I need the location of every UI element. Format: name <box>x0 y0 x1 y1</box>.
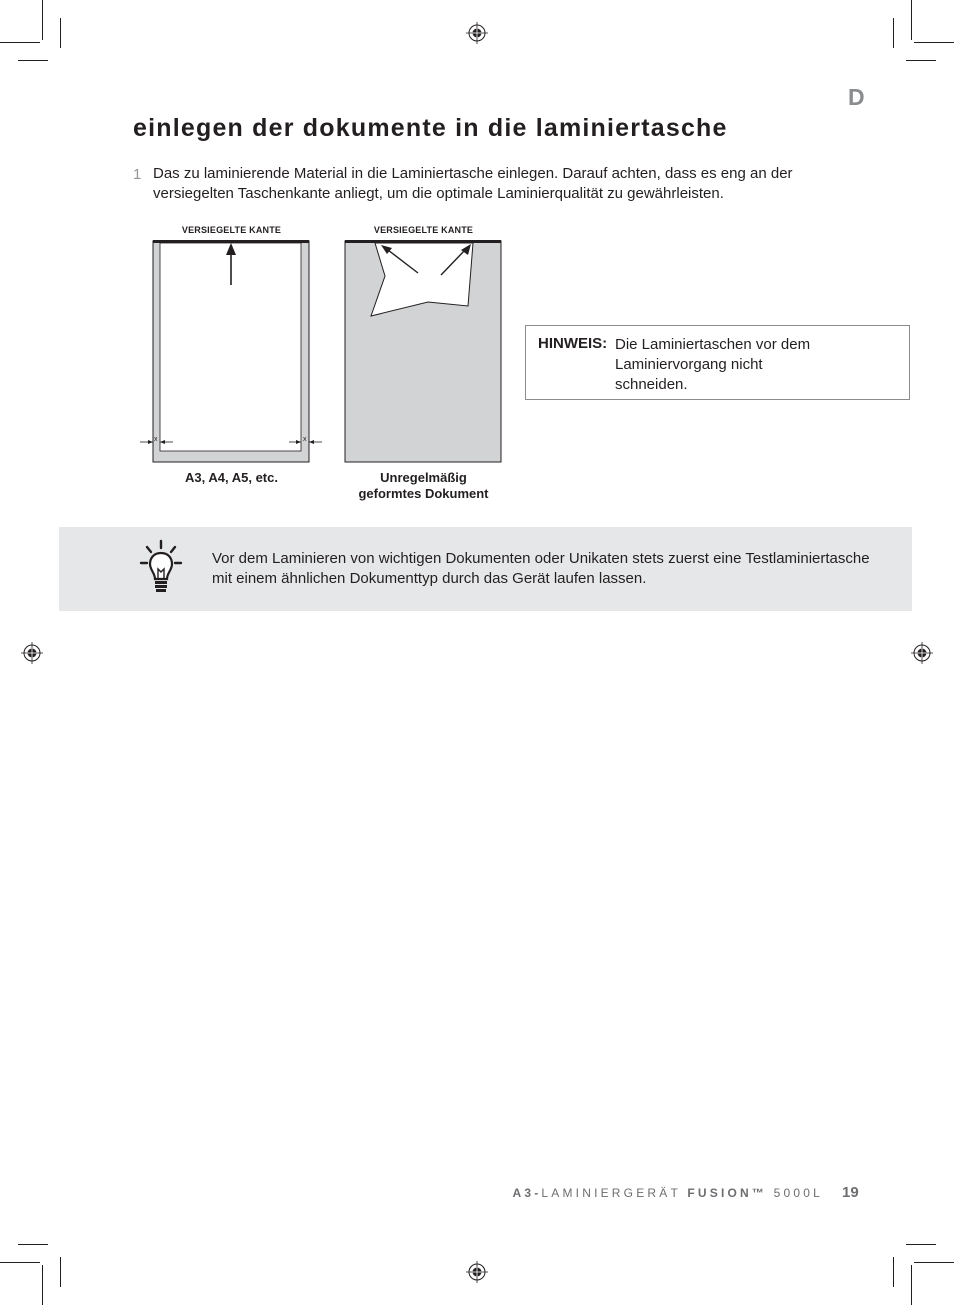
registration-mark-icon <box>466 22 488 44</box>
crop-mark <box>911 0 912 40</box>
footer-product: LAMINIERGERÄT <box>541 1186 681 1200</box>
crop-mark <box>60 18 61 48</box>
crop-mark <box>893 18 894 48</box>
footer-prefix: A3- <box>512 1186 542 1200</box>
figure-caption-right-line1: Unregelmäßig <box>380 470 467 485</box>
step-number: 1 <box>133 166 142 183</box>
sealed-edge-label-right: VERSIEGELTE KANTE <box>373 225 474 235</box>
crop-mark <box>0 42 40 43</box>
note-box <box>525 325 910 400</box>
crop-mark <box>18 1244 48 1245</box>
crop-mark <box>914 42 954 43</box>
page-number: 19 <box>842 1184 859 1201</box>
registration-mark-icon <box>466 1261 488 1283</box>
step-text: Das zu laminierende Material in die Laminiertasche einlegen. Darauf achten, dass es eng an der versiegelten Taschenkante anliegt, um die optimale Laminierqualität zu gewährleisten. <box>153 165 793 202</box>
crop-mark <box>42 0 43 40</box>
footer-product-name <box>512 1186 823 1200</box>
tip-text: Vor dem Laminieren von wichtigen Dokumenten oder Unikaten stets zuerst eine Testlaminiertasche mit einem ähnlichen Dokumenttyp durch das Gerät laufen lassen. <box>212 550 870 587</box>
crop-mark <box>906 60 936 61</box>
crop-mark <box>906 1244 936 1245</box>
note-label: HINWEIS: <box>538 335 608 352</box>
margin-marker: x <box>303 436 307 443</box>
crop-mark <box>911 1265 912 1305</box>
footer-model: 5000L <box>773 1186 823 1200</box>
crop-mark <box>893 1257 894 1287</box>
sealed-edge-label-left: VERSIEGELTE KANTE <box>181 225 282 235</box>
crop-mark <box>0 1262 40 1263</box>
registration-mark-icon <box>911 642 933 664</box>
margin-marker: x <box>154 436 158 443</box>
note-text: Die Laminiertaschen vor dem Laminiervorgang nicht schneiden. <box>615 336 811 393</box>
crop-mark <box>60 1257 61 1287</box>
pouch-irregular-diagram <box>343 238 505 466</box>
crop-mark <box>18 60 48 61</box>
lightbulb-icon <box>139 539 183 599</box>
figure-caption-left: A3, A4, A5, etc. <box>185 470 278 485</box>
tip-band <box>59 527 912 611</box>
registration-mark-icon <box>21 642 43 664</box>
pouch-standard-diagram <box>135 238 330 466</box>
crop-mark <box>42 1265 43 1305</box>
crop-mark <box>914 1262 954 1263</box>
page-title: einlegen der dokumente in die laminiertasche <box>133 114 728 142</box>
figure-caption-right <box>335 470 512 502</box>
figure-caption-right-line2: geformtes Dokument <box>358 486 489 501</box>
language-tab: D <box>848 84 865 110</box>
footer-brand: FUSION™ <box>687 1186 768 1200</box>
